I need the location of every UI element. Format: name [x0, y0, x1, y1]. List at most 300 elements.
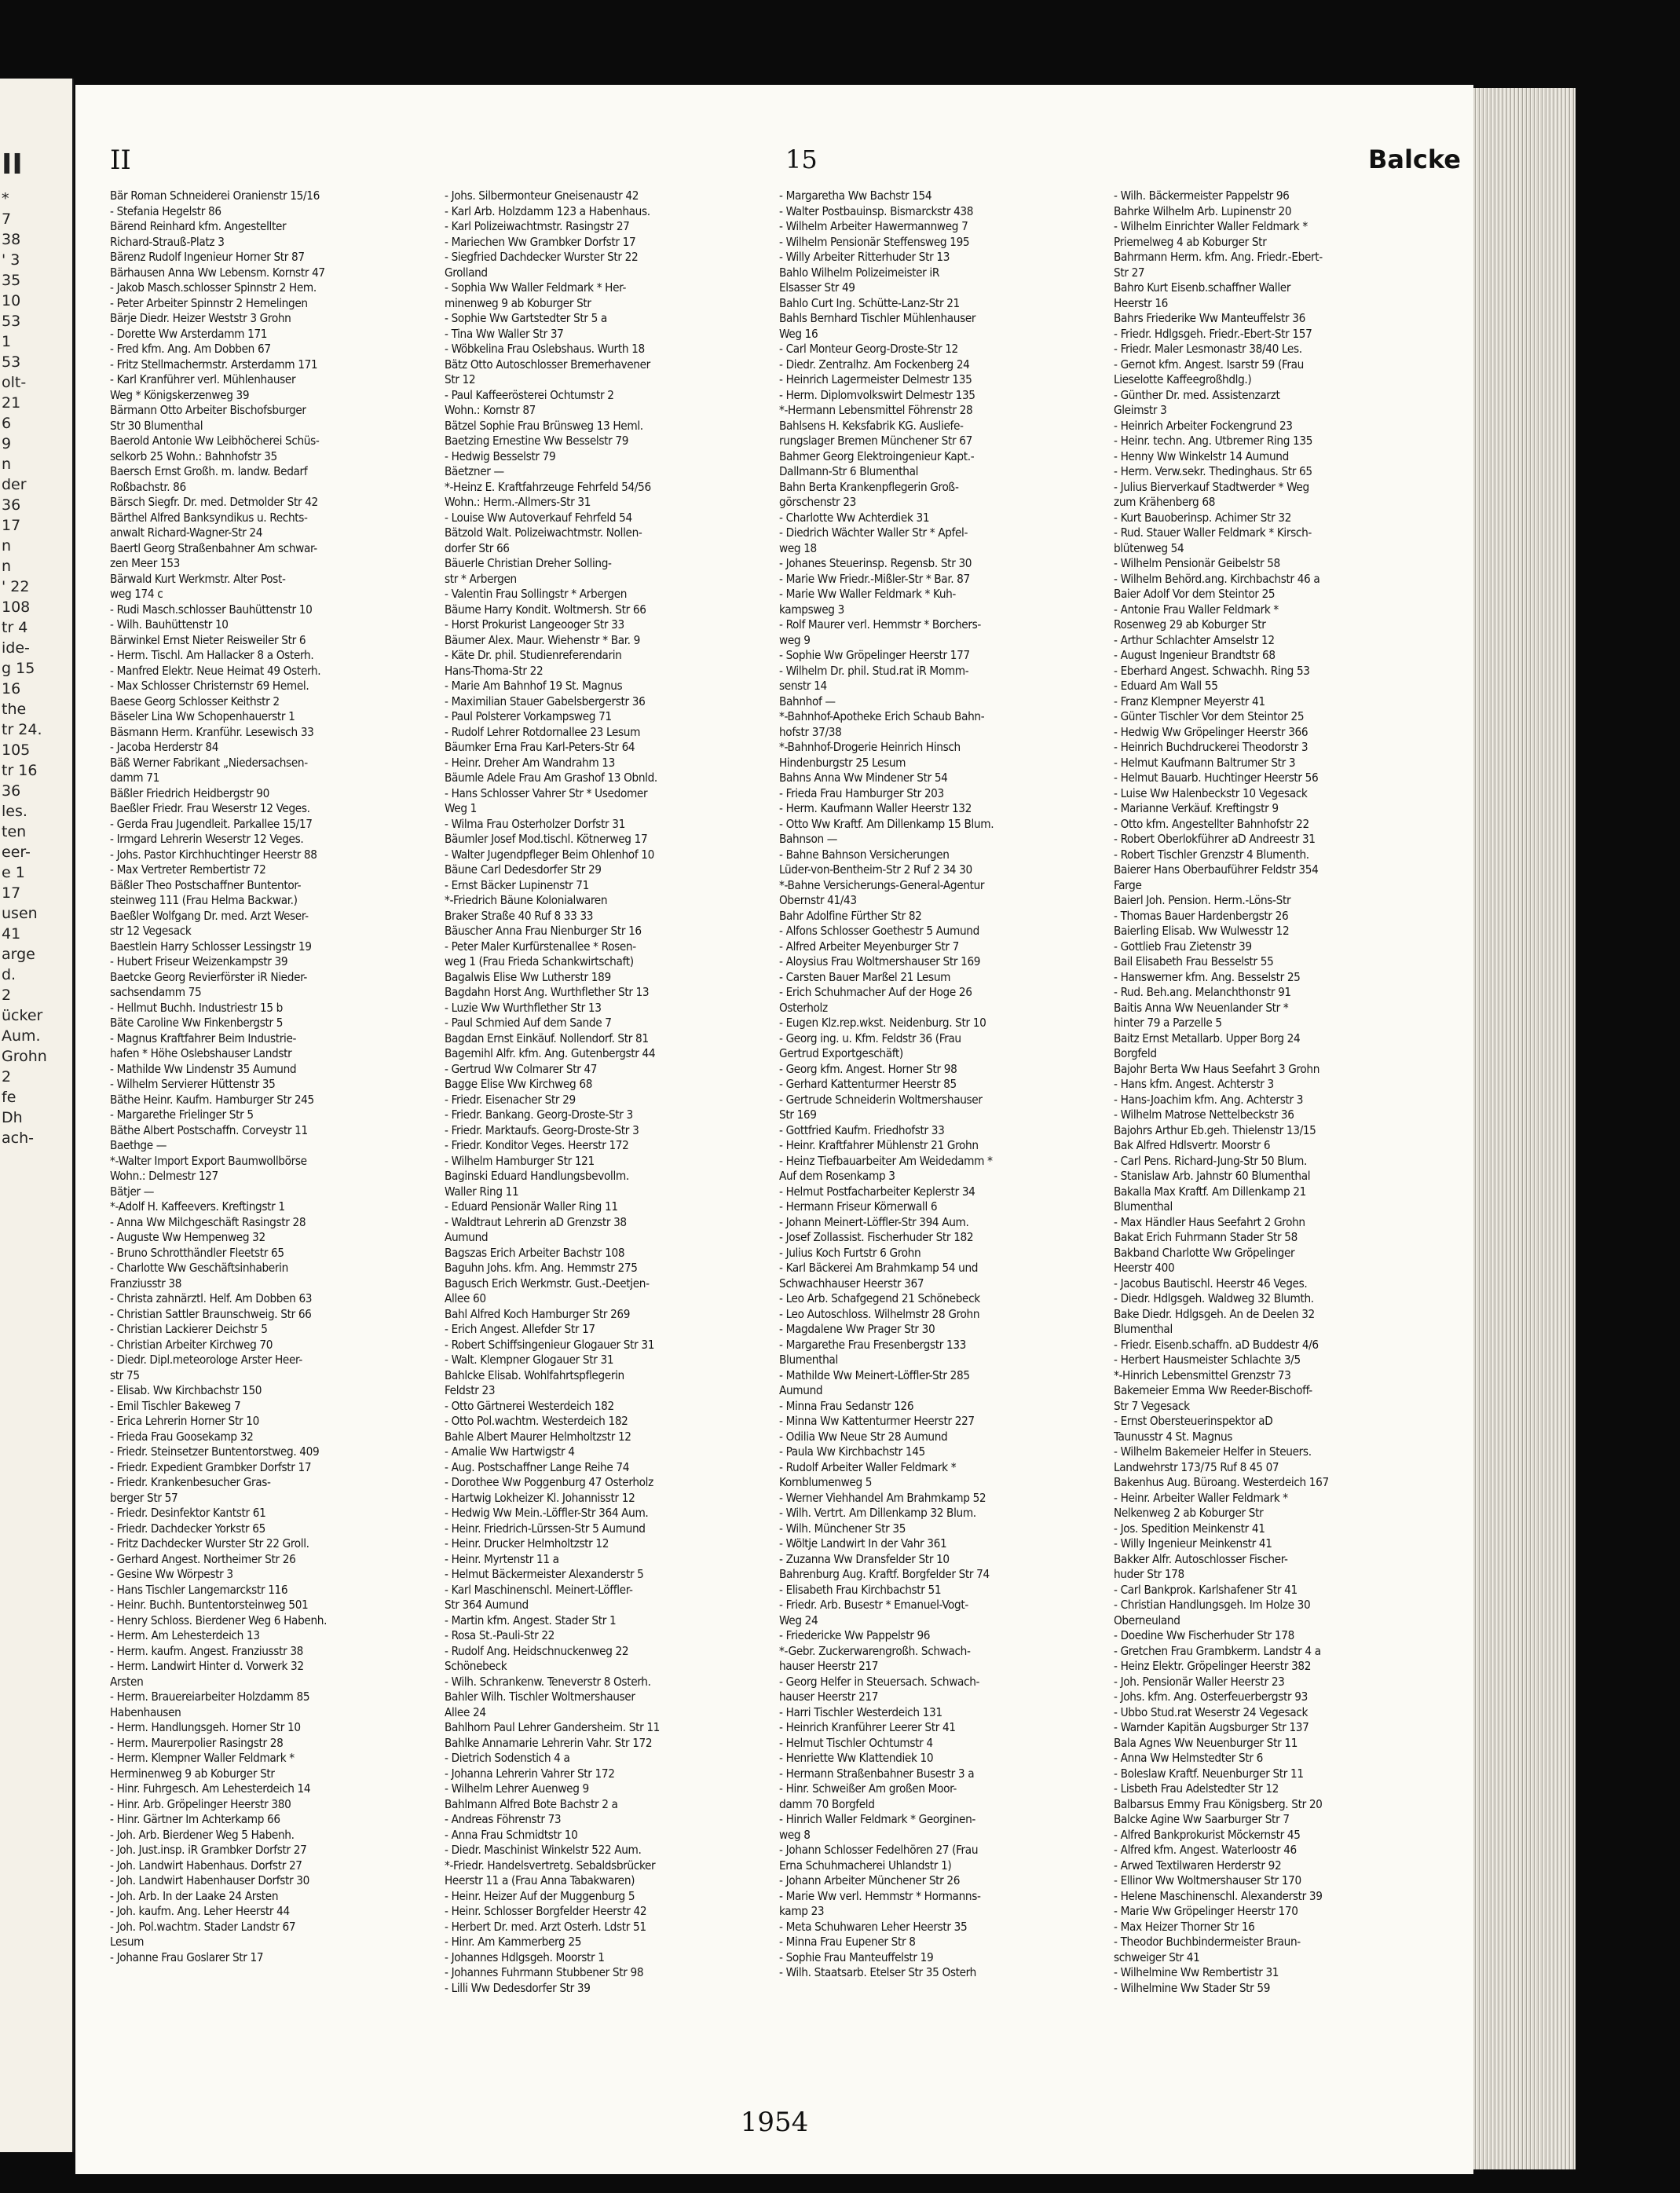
- directory-entry: - Jacobus Bautischl. Heerstr 46 Veges.: [1114, 1276, 1308, 1291]
- directory-entry: - Wilhelm Arbeiter Hawermannweg 7: [779, 219, 968, 233]
- previous-page-line: g 15: [2, 660, 35, 677]
- directory-entry: - Aug. Postschaffner Lange Reihe 74: [445, 1459, 630, 1474]
- previous-page-line: 108: [2, 599, 31, 616]
- directory-entry: - Marie Am Bahnhof 19 St. Magnus: [445, 679, 623, 693]
- directory-entry: - Joh. Pensionär Waller Heerstr 23: [1114, 1674, 1285, 1689]
- directory-entry: - Heinz Tiefbauarbeiter Am Weidedamm *: [779, 1153, 993, 1168]
- directory-entry: - Diedrich Wächter Waller Str * Apfel-: [779, 525, 968, 540]
- page-footer-year: 1954: [740, 2107, 809, 2138]
- directory-entry: - Fritz Stellmachermstr. Arsterdamm 171: [110, 357, 318, 372]
- previous-page-line: ' 22: [2, 578, 30, 595]
- directory-entry: - Dorothee Ww Poggenburg 47 Osterholz: [445, 1475, 653, 1489]
- directory-entry: hofstr 37/38: [779, 724, 842, 739]
- directory-entry: Blumenthal: [779, 1353, 838, 1367]
- directory-entry: - Erich Angest. Allefder Str 17: [445, 1322, 595, 1336]
- directory-entry: - Johannes Fuhrmann Stubbener Str 98: [445, 1965, 644, 1979]
- directory-entry: - Otto kfm. Angestellter Bahnhofstr 22: [1114, 816, 1309, 831]
- directory-entry: *-Friedr. Handelsvertretg. Sebaldsbrücker: [445, 1858, 656, 1873]
- directory-entry: - Christa zahnärztl. Helf. Am Dobben 63: [110, 1291, 313, 1305]
- directory-entry: - Franz Klempner Meyerstr 41: [1114, 694, 1265, 708]
- directory-entry: - Günter Tischler Vor dem Steintor 25: [1114, 709, 1305, 723]
- directory-entry: - Herm. Klempner Waller Feldmark *: [110, 1751, 295, 1765]
- directory-entry: Str 30 Blumenthal: [110, 418, 203, 433]
- directory-entry: - Marie Ww Friedr.-Mißler-Str * Bar. 87: [779, 571, 970, 586]
- directory-entry: - Joh. Pol.wachtm. Stader Landstr 67: [110, 1919, 296, 1934]
- directory-entry: - Christian Lackierer Deichstr 5: [110, 1322, 268, 1336]
- directory-entry: - Arthur Schlachter Amselstr 12: [1114, 632, 1275, 647]
- directory-entry: Baerold Antonie Ww Leibhöcherei Schüs-: [110, 434, 320, 448]
- directory-entry: - Friedr. Dachdecker Yorkstr 65: [110, 1521, 265, 1536]
- directory-entry: Kornblumenweg 5: [779, 1475, 873, 1489]
- directory-entry: - Rudolf Arbeiter Waller Feldmark *: [779, 1459, 957, 1474]
- previous-page-line: 10: [2, 292, 21, 309]
- directory-entry: - Friedr. Bankang. Georg-Droste-Str 3: [445, 1107, 633, 1122]
- directory-entry: - Martin kfm. Angest. Stader Str 1: [445, 1613, 617, 1627]
- directory-entry: - Hinr. Fuhrgesch. Am Lehesterdeich 14: [110, 1781, 311, 1796]
- previous-page-line: 38: [2, 231, 21, 248]
- directory-entry: - Hans Tischler Langemarckstr 116: [110, 1582, 288, 1597]
- directory-entry: Blumenthal: [1114, 1322, 1173, 1336]
- directory-entry: - Friedr. Konditor Veges. Heerstr 172: [445, 1138, 629, 1152]
- directory-entry: - Tina Ww Waller Str 37: [445, 326, 564, 341]
- directory-entry: - Hinrich Waller Feldmark * Georginen-: [779, 1812, 975, 1826]
- previous-page-line: 6: [2, 415, 12, 432]
- directory-entry: - Hubert Friseur Weizenkampstr 39: [110, 954, 288, 968]
- directory-entry: - Henry Schloss. Bierdener Weg 6 Habenh.: [110, 1613, 328, 1627]
- directory-entry: - Walter Postbauinsp. Bismarckstr 438: [779, 203, 974, 218]
- directory-entry: Aumund: [779, 1383, 823, 1397]
- directory-entry: Bahn Berta Krankenpflegerin Groß-: [779, 479, 959, 494]
- directory-entry: - Irmgard Lehrerin Weserstr 12 Veges.: [110, 832, 304, 846]
- directory-entry: - Eberhard Angest. Schwachh. Ring 53: [1114, 663, 1310, 678]
- directory-entry: - Willy Arbeiter Ritterhuder Str 13: [779, 250, 950, 264]
- directory-entry: - Herm. Diplomvolkswirt Delmestr 135: [779, 387, 975, 402]
- directory-entry: - Wilhelm Dr. phil. Stud.rat iR Momm-: [779, 663, 969, 678]
- directory-entry: - Hans Schlosser Vahrer Str * Usedomer: [445, 785, 648, 800]
- directory-entry: selkorb 25 Wohn.: Bahnhofstr 35: [110, 448, 277, 463]
- directory-entry: Bärwinkel Ernst Nieter Reisweiler Str 6: [110, 632, 306, 647]
- directory-entry: - Herm. Maurerpolier Rasingstr 28: [110, 1735, 284, 1750]
- directory-entry: Bäuscher Anna Frau Nienburger Str 16: [445, 924, 642, 938]
- directory-entry: - Georg ing. u. Kfm. Feldstr 36 (Frau: [779, 1031, 961, 1045]
- directory-entry: Bahns Anna Ww Mindener Str 54: [779, 771, 948, 785]
- directory-entry: - Günther Dr. med. Assistenzarzt: [1114, 387, 1280, 402]
- directory-entry: Heerstr 400: [1114, 1261, 1175, 1275]
- directory-entry: - Joh. Landwirt Habenhauser Dorfstr 30: [110, 1873, 309, 1887]
- directory-entry: weg 1 (Frau Frieda Schankwirtschaft): [445, 954, 634, 968]
- directory-entry: - Robert Oberlokführer aD Andreestr 31: [1114, 832, 1316, 846]
- directory-entry: Bahl Alfred Koch Hamburger Str 269: [445, 1306, 631, 1321]
- directory-entry: huder Str 178: [1114, 1567, 1184, 1581]
- directory-entry: - Marie Ww Waller Feldmark * Kuh-: [779, 587, 957, 601]
- directory-entry: Bäumer Alex. Maur. Wiehenstr * Bar. 9: [445, 632, 640, 647]
- directory-entry: - Alfred kfm. Angest. Waterloostr 46: [1114, 1843, 1297, 1857]
- directory-entry: Str 27: [1114, 265, 1145, 280]
- previous-page-line: Dh: [2, 1109, 23, 1126]
- directory-entry: hauser Heerstr 217: [779, 1690, 879, 1704]
- directory-entry: - Karl Arb. Holzdamm 123 a Habenhaus.: [445, 203, 650, 218]
- directory-entry: - Gottlieb Frau Zietenstr 39: [1114, 939, 1252, 954]
- directory-entry: - Max Händler Haus Seefahrt 2 Grohn: [1114, 1214, 1305, 1229]
- directory-page: [75, 85, 1473, 2174]
- directory-entry: - Johannes Hdlgsgeh. Moorstr 1: [445, 1950, 605, 1964]
- directory-entry: - Frieda Frau Goosekamp 32: [110, 1429, 254, 1444]
- directory-entry: Str 12: [445, 372, 476, 386]
- previous-page-line: ücker: [2, 1007, 43, 1024]
- directory-entry: - Boleslaw Kraftf. Neuenburger Str 11: [1114, 1766, 1304, 1781]
- directory-entry: str * Arbergen: [445, 571, 517, 586]
- directory-entry: - Theodor Buchbindermeister Braun-: [1114, 1935, 1301, 1949]
- directory-entry: - Auguste Ww Hempenweg 32: [110, 1230, 265, 1244]
- directory-entry: Osterholz: [779, 1000, 828, 1015]
- directory-entry: - Leo Autoschloss. Wilhelmstr 28 Grohn: [779, 1306, 980, 1321]
- directory-entry: Borgfeld: [1114, 1046, 1157, 1060]
- directory-entry: - Walt. Klempner Glogauer Str 31: [445, 1353, 614, 1367]
- directory-entry: - Joh. Arb. In der Laake 24 Arsten: [110, 1888, 279, 1903]
- directory-entry: - Herm. Brauereiarbeiter Holzdamm 85: [110, 1690, 310, 1704]
- directory-entry: Baetcke Georg Revierförster iR Nieder-: [110, 969, 308, 984]
- directory-entry: - Johann Arbeiter Münchener Str 26: [779, 1873, 961, 1887]
- directory-entry: Gertrud Exportgeschäft): [779, 1046, 903, 1060]
- previous-page-line: e 1: [2, 864, 25, 881]
- directory-entry: Bahle Albert Maurer Helmholtzstr 12: [445, 1429, 631, 1444]
- directory-entry: Bäumle Adele Frau Am Grashof 13 Obnld.: [445, 771, 657, 785]
- directory-entry: Weg 1: [445, 801, 477, 815]
- directory-entry: Lüder-von-Bentheim-Str 2 Ruf 2 34 30: [779, 862, 972, 877]
- directory-entry: - Wöltje Landwirt In der Vahr 361: [779, 1536, 947, 1550]
- directory-entry: - Waldtraut Lehrerin aD Grenzstr 38: [445, 1214, 627, 1229]
- directory-entry: - Minna Frau Eupener Str 8: [779, 1935, 916, 1949]
- directory-entry: Bagdan Ernst Einkäuf. Nollendorf. Str 81: [445, 1031, 649, 1045]
- directory-entry: - Bruno Schrotthändler Fleetstr 65: [110, 1245, 284, 1260]
- directory-entry: - Rudolf Lehrer Rotdornallee 23 Lesum: [445, 724, 641, 739]
- directory-entry: Franziusstr 38: [110, 1276, 182, 1291]
- directory-entry: - Hermann Straßenbahner Busestr 3 a: [779, 1766, 975, 1781]
- directory-entry: - Erich Schuhmacher Auf der Hoge 26: [779, 985, 972, 999]
- directory-entry: - Joh. Landwirt Habenhaus. Dorfstr 27: [110, 1858, 302, 1873]
- directory-entry: - Anna Frau Schmidtstr 10: [445, 1827, 578, 1842]
- previous-page-line: 17: [2, 884, 21, 902]
- directory-entry: Bak Alfred Hdlsvertr. Moorstr 6: [1114, 1138, 1271, 1152]
- directory-entry: Baertl Georg Straßenbahner Am schwar-: [110, 540, 317, 555]
- directory-entry: weg 9: [779, 632, 811, 647]
- page-number: 15: [785, 145, 818, 174]
- directory-entry: - Ernst Bäcker Lupinenstr 71: [445, 877, 589, 892]
- directory-entry: Bake Diedr. Hdlgsgeh. An de Deelen 32: [1114, 1306, 1315, 1321]
- directory-entry: Bäetzner —: [445, 464, 504, 478]
- directory-entry: - Gernot kfm. Angest. Isarstr 59 (Frau: [1114, 357, 1304, 372]
- directory-entry: *-Bahne Versicherungs-General-Agentur: [779, 877, 985, 892]
- directory-entry: - Gerda Frau Jugendleit. Parkallee 15/17: [110, 816, 313, 831]
- directory-entry: - Anna Ww Helmstedter Str 6: [1114, 1751, 1263, 1765]
- directory-entry: - Käte Dr. phil. Studienreferendarin: [445, 648, 622, 662]
- directory-entry: Bahlke Annamarie Lehrerin Vahr. Str 172: [445, 1735, 653, 1750]
- directory-entry: Bakemeier Emma Ww Reeder-Bischoff-: [1114, 1383, 1312, 1397]
- directory-entry: - Mariechen Ww Grambker Dorfstr 17: [445, 234, 636, 249]
- directory-entry: - Paul Polsterer Vorkampsweg 71: [445, 709, 612, 723]
- directory-entry: - Heinr. Dreher Am Wandrahm 13: [445, 755, 615, 770]
- directory-entry: weg 18: [779, 540, 817, 555]
- directory-entry: - Joh. kaufm. Ang. Leher Heerstr 44: [110, 1904, 290, 1918]
- directory-entry: Obernstr 41/43: [779, 893, 857, 907]
- directory-entry: Bail Elisabeth Frau Besselstr 55: [1114, 954, 1274, 968]
- previous-page-line: olt-: [2, 374, 27, 391]
- directory-entry: zen Meer 153: [110, 556, 181, 570]
- directory-entry: - Heinr. Kraftfahrer Mühlenstr 21 Grohn: [779, 1138, 979, 1152]
- page-header: [110, 145, 1469, 184]
- directory-entry: - Sophie Frau Manteuffelstr 19: [779, 1950, 934, 1964]
- directory-entry: - Bahne Bahnson Versicherungen: [779, 847, 950, 862]
- directory-entry: - Johs. Silbermonteur Gneisenaustr 42: [445, 189, 639, 203]
- directory-entry: Weg * Königskerzenweg 39: [110, 387, 250, 402]
- directory-entry: - Meta Schuhwaren Leher Heerstr 35: [779, 1919, 968, 1934]
- previous-page-line: tr 16: [2, 762, 38, 779]
- directory-entry: *-Hinrich Lebensmittel Grenzstr 73: [1114, 1367, 1291, 1382]
- directory-entry: - Anna Ww Milchgeschäft Rasingstr 28: [110, 1214, 306, 1229]
- directory-entry: Bahlo Wilhelm Polizeimeister iR: [779, 265, 940, 280]
- directory-entry: - Wöbkelina Frau Oslebshaus. Wurth 18: [445, 342, 645, 356]
- directory-entry: - Hinr. Gärtner Im Achterkamp 66: [110, 1812, 280, 1826]
- directory-entry: - Johs. Pastor Kirchhuchtinger Heerstr 88: [110, 847, 317, 862]
- directory-entry: - Valentin Frau Sollingstr * Arbergen: [445, 587, 628, 601]
- directory-entry: - Gertrud Ww Colmarer Str 47: [445, 1061, 598, 1076]
- directory-entry: - Gottfried Kaufm. Friedhofstr 33: [779, 1122, 945, 1137]
- directory-entry: Arsten: [110, 1674, 144, 1689]
- directory-entry: Hans-Thoma-Str 22: [445, 663, 544, 678]
- directory-entry: - Friedr. Eisenacher Str 29: [445, 1092, 576, 1107]
- directory-entry: Baguhn Johs. kfm. Ang. Hemmstr 275: [445, 1261, 638, 1275]
- directory-entry: - Elisab. Ww Kirchbachstr 150: [110, 1383, 262, 1397]
- directory-entry: - Christian Handlungsgeh. Im Holze 30: [1114, 1598, 1311, 1612]
- directory-entry: - Paul Schmied Auf dem Sande 7: [445, 1016, 612, 1030]
- previous-page-header: II: [2, 148, 23, 181]
- directory-entry: - Heinr. Myrtenstr 11 a: [445, 1551, 559, 1566]
- directory-entry: - Diedr. Maschinist Winkelstr 522 Aum.: [445, 1843, 642, 1857]
- directory-entry: Baitz Ernst Metallarb. Upper Borg 24: [1114, 1031, 1301, 1045]
- directory-entry: - Johs. kfm. Ang. Osterfeuerbergstr 93: [1114, 1690, 1308, 1704]
- directory-entry: Bärmann Otto Arbeiter Bischofsburger: [110, 403, 306, 417]
- directory-entry: Allee 24: [445, 1704, 486, 1719]
- directory-entry: - Peter Arbeiter Spinnstr 2 Hemelingen: [110, 295, 308, 310]
- directory-entry: - Lilli Ww Dedesdorfer Str 39: [445, 1980, 591, 1995]
- previous-page-line: the: [2, 701, 27, 718]
- directory-entry: - Hinr. Arb. Gröpelinger Heerstr 380: [110, 1796, 291, 1811]
- directory-entry: Heerstr 11 a (Frau Anna Tabakwaren): [445, 1873, 635, 1887]
- directory-entry: Landwehrstr 173/75 Ruf 8 45 07: [1114, 1459, 1279, 1474]
- previous-page-line: tr 4: [2, 619, 28, 636]
- directory-entry: - Heinr. techn. Ang. Utbremer Ring 135: [1114, 434, 1313, 448]
- directory-entry: Bahr Adolfine Fürther Str 82: [779, 908, 922, 923]
- directory-entry: - Herm. Verw.sekr. Thedinghaus. Str 65: [1114, 464, 1312, 478]
- directory-entry: Hindenburgstr 25 Lesum: [779, 755, 906, 770]
- previous-page-line: Aum.: [2, 1027, 41, 1045]
- directory-entry: - Hedwig Besselstr 79: [445, 448, 556, 463]
- directory-entry: - Johann Schlosser Fedelhören 27 (Frau: [779, 1843, 979, 1857]
- directory-entry: - Willy Ingenieur Meinkenstr 41: [1114, 1536, 1272, 1550]
- previous-page-line: 1: [2, 333, 12, 350]
- directory-entry: - Wilhelmine Ww Rembertistr 31: [1114, 1965, 1279, 1979]
- directory-entry: - Minna Ww Kattenturmer Heerstr 227: [779, 1414, 975, 1428]
- directory-entry: - Friedr. Arb. Busestr * Emanuel-Vogt-: [779, 1598, 968, 1612]
- directory-entry: Bahrmann Herm. kfm. Ang. Friedr.-Ebert-: [1114, 250, 1323, 264]
- directory-entry: Bala Agnes Ww Neuenburger Str 11: [1114, 1735, 1298, 1750]
- directory-entry: - Herm. Handlungsgeh. Horner Str 10: [110, 1720, 301, 1734]
- directory-entry: weg 8: [779, 1827, 811, 1842]
- previous-page-line: 105: [2, 741, 31, 759]
- directory-entry: Bäumker Erna Frau Karl-Peters-Str 64: [445, 740, 635, 754]
- previous-page-line: 53: [2, 353, 21, 371]
- directory-entry: - Herm. Landwirt Hinter d. Vorwerk 32: [110, 1659, 304, 1673]
- directory-entry: Auf dem Rosenkamp 3: [779, 1169, 895, 1183]
- directory-entry: - Herm. Kaufmann Waller Heerstr 132: [779, 801, 972, 815]
- directory-entry: Schönebeck: [445, 1659, 507, 1673]
- directory-entry: Taunusstr 4 St. Magnus: [1114, 1429, 1233, 1444]
- directory-entry: - Christian Arbeiter Kirchweg 70: [110, 1337, 273, 1352]
- directory-entry: - Wilma Frau Osterholzer Dorfstr 31: [445, 816, 625, 831]
- directory-entry: Bahlhorn Paul Lehrer Gandersheim. Str 11: [445, 1720, 661, 1734]
- directory-entry: - Stefania Hegelstr 86: [110, 203, 221, 218]
- directory-entry: - Rudi Masch.schlosser Bauhüttenstr 10: [110, 602, 313, 617]
- directory-entry: - Robert Schiffsingenieur Glogauer Str 31: [445, 1337, 655, 1352]
- directory-entry: - Hartwig Lokheizer Kl. Johannisstr 12: [445, 1490, 635, 1505]
- directory-entry: Bakat Erich Fuhrmann Stader Str 58: [1114, 1230, 1298, 1244]
- directory-entry: - Thomas Bauer Hardenbergstr 26: [1114, 908, 1289, 923]
- directory-entry: - Luzie Ww Wurthflether Str 13: [445, 1000, 602, 1015]
- directory-entry: - Wilhelmine Ww Stader Str 59: [1114, 1980, 1271, 1995]
- directory-entry: - Georg Helfer in Steuersach. Schwach-: [779, 1674, 980, 1689]
- directory-entry: Bakalla Max Kraftf. Am Dillenkamp 21: [1114, 1184, 1306, 1199]
- directory-entry: - Karl Maschinenschl. Meinert-Löffler-: [445, 1582, 633, 1597]
- directory-entry: - Gertrude Schneiderin Woltmershauser: [779, 1092, 983, 1107]
- directory-entry: - Helmut Bäckermeister Alexanderstr 5: [445, 1567, 644, 1581]
- previous-page-line: ' 3: [2, 251, 20, 269]
- directory-entry: - Friedr. Desinfektor Kantstr 61: [110, 1506, 266, 1520]
- directory-entry: - Otto Pol.wachtm. Westerdeich 182: [445, 1414, 628, 1428]
- directory-entry: - Wilhelm Bakemeier Helfer in Steuers.: [1114, 1444, 1312, 1459]
- previous-page-line: ide-: [2, 639, 30, 657]
- directory-entry: *-Walter Import Export Baumwollbörse: [110, 1153, 307, 1168]
- directory-entry: - Heinrich Arbeiter Fockengrund 23: [1114, 418, 1293, 433]
- directory-entry: - Heinr. Drucker Helmholtzstr 12: [445, 1536, 609, 1550]
- previous-page-edge: [0, 79, 74, 2152]
- directory-entry: - Herbert Hausmeister Schlachte 3/5: [1114, 1353, 1301, 1367]
- directory-entry: - Paula Ww Kirchbachstr 145: [779, 1444, 925, 1459]
- directory-entry: - Friedr. Krankenbesucher Gras-: [110, 1475, 271, 1489]
- directory-entry: - Johanne Frau Goslarer Str 17: [110, 1950, 264, 1964]
- directory-entry: - Heinrich Kranführer Leerer Str 41: [779, 1720, 956, 1734]
- directory-entry: - Dietrich Sodenstich 4 a: [445, 1751, 570, 1765]
- directory-entry: Bärend Reinhard kfm. Angestellter: [110, 219, 287, 233]
- directory-entry: hinter 79 a Parzelle 5: [1114, 1016, 1222, 1030]
- previous-page-line: 9: [2, 435, 12, 452]
- directory-entry: Habenhausen: [110, 1704, 181, 1719]
- directory-entry: - Amalie Ww Hartwigstr 4: [445, 1444, 575, 1459]
- directory-entry: Rosenweg 29 ab Koburger Str: [1114, 617, 1266, 632]
- directory-entry: - Wilhelm Hamburger Str 121: [445, 1153, 595, 1168]
- directory-entry: Str 7 Vegesack: [1114, 1398, 1190, 1413]
- directory-entry: Bärje Diedr. Heizer Weststr 3 Grohn: [110, 311, 291, 325]
- directory-entry: - Fritz Dachdecker Wurster Str 22 Groll.: [110, 1536, 309, 1550]
- directory-entry: - Henny Ww Winkelstr 14 Aumund: [1114, 448, 1289, 463]
- directory-entry: Herminenweg 9 ab Koburger Str: [110, 1766, 275, 1781]
- book-page-edges: [1473, 88, 1576, 2169]
- directory-entry: - Otto Gärtnerei Westerdeich 182: [445, 1398, 614, 1413]
- directory-entry: steinweg 111 (Frau Helma Backwar.): [110, 893, 298, 907]
- directory-entry: - Wilh. Schrankenw. Teneverstr 8 Osterh.: [445, 1674, 651, 1689]
- directory-entry: - Carl Monteur Georg-Droste-Str 12: [779, 342, 958, 356]
- directory-entry: Baeßler Friedr. Frau Weserstr 12 Veges.: [110, 801, 310, 815]
- directory-entry: - Alfons Schlosser Goethestr 5 Aumund: [779, 924, 979, 938]
- directory-entry: Roßbachstr. 86: [110, 479, 186, 494]
- directory-entry: Bahlsens H. Keksfabrik KG. Ausliefe-: [779, 418, 964, 433]
- header-running-title: Balcke: [1367, 145, 1461, 174]
- directory-entry: - Josef Zollassist. Fischerhuder Str 182: [779, 1230, 974, 1244]
- directory-entry: - Walter Jugendpfleger Beim Ohlenhof 10: [445, 847, 654, 862]
- directory-entry: - Julius Bierverkauf Stadtwerder * Weg: [1114, 479, 1309, 494]
- directory-entry: - Paul Kaffeerösterei Ochtumstr 2: [445, 387, 614, 402]
- directory-entry: Nelkenweg 2 ab Koburger Str: [1114, 1506, 1264, 1520]
- previous-page-line: 16: [2, 680, 21, 697]
- directory-entry: - Magnus Kraftfahrer Beim Industrie-: [110, 1031, 297, 1045]
- directory-entry: - Rud. Beh.ang. Melanchthonstr 91: [1114, 985, 1291, 999]
- directory-entry: Baginski Eduard Handlungsbevollm.: [445, 1169, 629, 1183]
- directory-entry: - Hanswerner kfm. Ang. Besselstr 25: [1114, 969, 1301, 984]
- directory-entry: - Georg kfm. Angest. Horner Str 98: [779, 1061, 957, 1076]
- previous-page-line: 36: [2, 782, 21, 800]
- directory-entry: - Heinr. Friedrich-Lürssen-Str 5 Aumund: [445, 1521, 646, 1536]
- directory-entry: Weg 24: [779, 1613, 818, 1627]
- previous-page-line: ach-: [2, 1129, 34, 1147]
- directory-entry: - Wilhelm Behörd.ang. Kirchbachstr 46 a: [1114, 571, 1320, 586]
- directory-entry: - Herm. Tischl. Am Hallacker 8 a Osterh.: [110, 648, 314, 662]
- previous-page-line: 36: [2, 496, 21, 514]
- directory-entry: - Hedwig Ww Mein.-Löffler-Str 364 Aum.: [445, 1506, 649, 1520]
- directory-entry: - Horst Prokurist Langeooger Str 33: [445, 617, 624, 632]
- directory-entry: Bajohrs Arthur Eb.geh. Thielenstr 13/15: [1114, 1122, 1316, 1137]
- directory-entry: - Jos. Spedition Meinkenstr 41: [1114, 1521, 1265, 1536]
- previous-page-line: les.: [2, 803, 27, 820]
- directory-entry: Bagusch Erich Werkmstr. Gust.-Deetjen-: [445, 1276, 650, 1291]
- previous-page-line: n: [2, 537, 12, 555]
- directory-entry: - Alfred Bankprokurist Möckernstr 45: [1114, 1827, 1301, 1842]
- directory-entry: senstr 14: [779, 679, 827, 693]
- directory-entry: - Diedr. Zentralhz. Am Fockenberg 24: [779, 357, 970, 372]
- directory-entry: - Johanes Steuerinsp. Regensb. Str 30: [779, 556, 972, 570]
- directory-entry: Bakband Charlotte Ww Gröpelinger: [1114, 1245, 1295, 1260]
- directory-entry: - Heinrich Lagermeister Delmestr 135: [779, 372, 972, 386]
- directory-entry: *-Bahnhof-Drogerie Heinrich Hinsch: [779, 740, 961, 754]
- column-3: [779, 189, 1107, 1981]
- previous-page-line: 2: [2, 987, 12, 1004]
- directory-entry: - Wilh. Münchener Str 35: [779, 1521, 906, 1536]
- directory-entry: Dallmann-Str 6 Blumenthal: [779, 464, 919, 478]
- directory-entry: - Max Heizer Thorner Str 16: [1114, 1919, 1255, 1934]
- directory-entry: Wohn.: Delmestr 127: [110, 1169, 218, 1183]
- directory-entry: - Johann Meinert-Löffler-Str 394 Aum.: [779, 1214, 969, 1229]
- directory-entry: - Sophie Ww Gartstedter Str 5 a: [445, 311, 607, 325]
- directory-entry: Baethge —: [110, 1138, 167, 1152]
- directory-entry: - Arwed Textilwaren Herderstr 92: [1114, 1858, 1282, 1873]
- directory-entry: - Stanislaw Arb. Jahnstr 60 Blumenthal: [1114, 1169, 1311, 1183]
- directory-entry: Bäumler Josef Mod.tischl. Kötnerweg 17: [445, 832, 648, 846]
- directory-entry: sachsendamm 75: [110, 985, 202, 999]
- directory-entry: - Friedericke Ww Pappelstr 96: [779, 1628, 931, 1642]
- directory-entry: - Wilh. Bäckermeister Pappelstr 96: [1114, 189, 1290, 203]
- directory-entry: Elsasser Str 49: [779, 280, 855, 295]
- directory-entry: Bärwald Kurt Werkmstr. Alter Post-: [110, 571, 286, 586]
- directory-entry: - Aloysius Frau Woltmershauser Str 169: [779, 954, 981, 968]
- directory-entry: Bahnhof —: [779, 694, 836, 708]
